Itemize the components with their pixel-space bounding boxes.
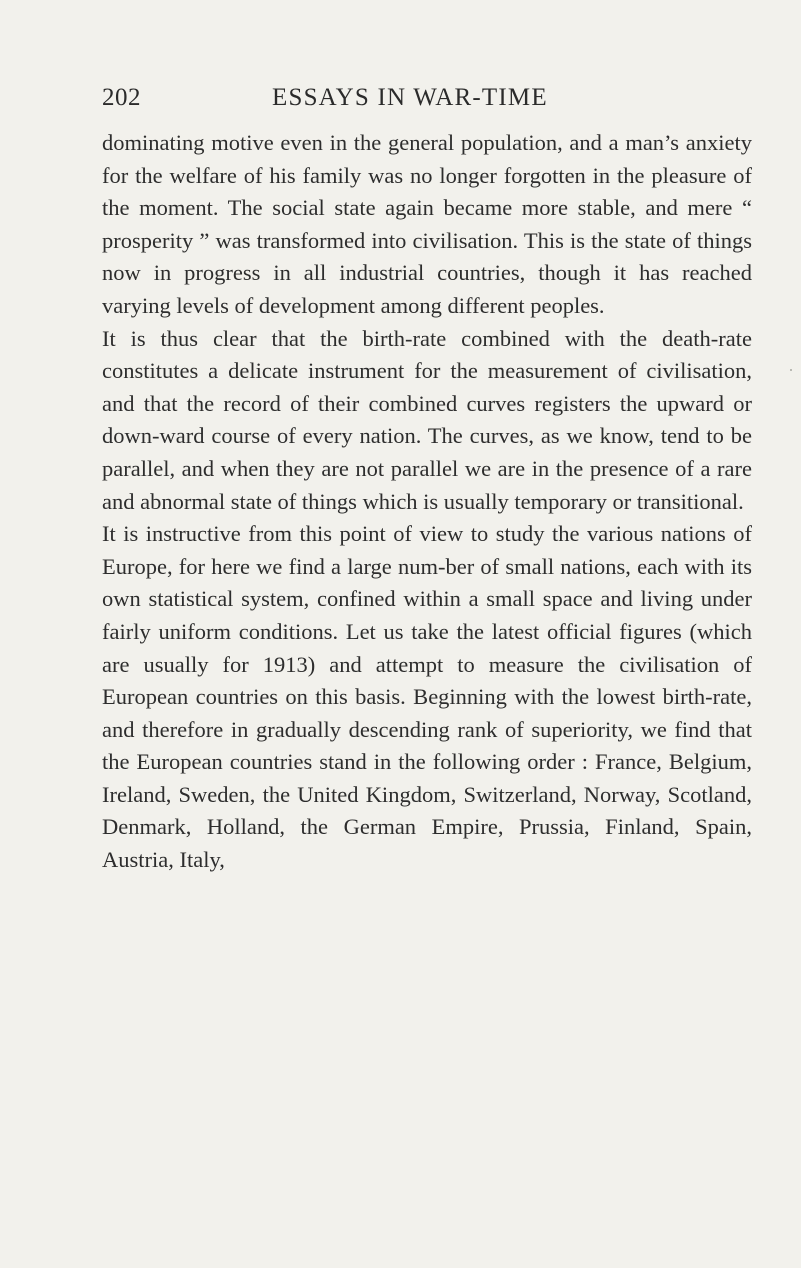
paragraph-continuation: dominating motive even in the general population, and a man’s anxiety for the welfare of his family was no longer forgotten in the pleasure of the moment. The social state again became more stable, and mere “ prosperity ” was transformed into civilisation. This is the state of things now in progress in all industrial countries, though it has reached varying levels of development among different peoples. xyxy=(102,130,752,318)
page-number: 202 xyxy=(102,84,141,111)
paragraph-birth-rate-measure: It is thus clear that the birth-rate combined with the death-rate constitutes a delicate instrument for the measurement of civilisation, and that the record of their combined curves registers the upward or down-ward course of every nation. The curves, as we know, tend to be parallel, and when they are not parallel we are in the presence of a rare and abnormal state of things which is usually temporary or transitional. xyxy=(102,325,752,514)
page-header xyxy=(102,84,752,116)
body-text xyxy=(102,127,752,877)
running-title: ESSAYS IN WAR-TIME xyxy=(272,84,548,111)
paragraph-european-nations: It is instructive from this point of view to study the various nations of Europe, for here we find a large num-ber of small nations, each with its own statistical system, confined within a small space and living under fairly uniform conditions. Let us take the latest official figures (which are usually for 1913) and attempt to measure the civilisation of European countries on this basis. Beginning with the lowest birth-rate, and therefore in gradually descending rank of superiority, we find that the European countries stand in the following order : France, Belgium, Ireland, Sweden, the United Kingdom, Switzerland, Norway, Scotland, Denmark, Holland, the German Empire, Prussia, Finland, Spain, Austria, Italy, xyxy=(102,521,752,873)
margin-speck xyxy=(790,369,792,371)
